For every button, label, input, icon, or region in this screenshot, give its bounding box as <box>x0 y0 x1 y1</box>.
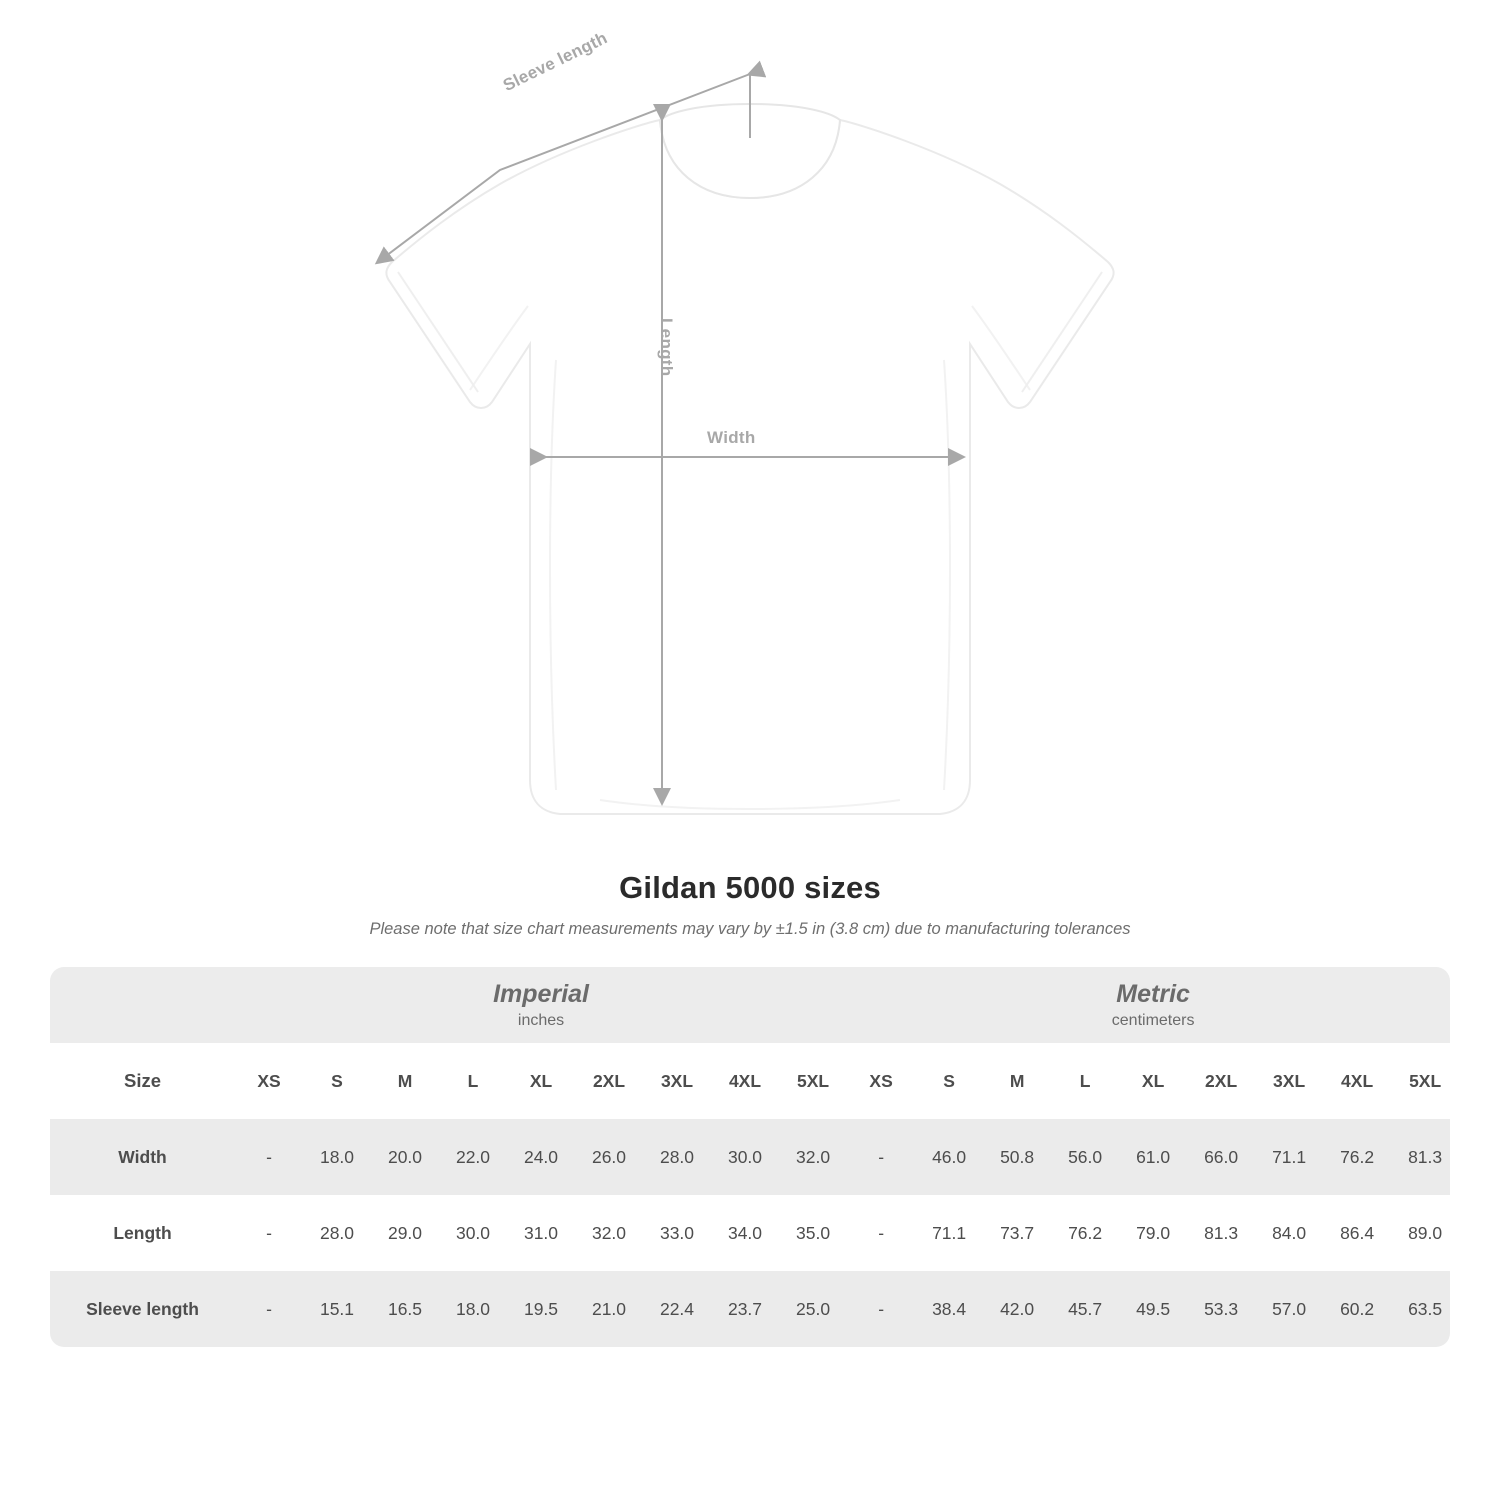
cell-length-metric-m: 73.7 <box>983 1195 1051 1271</box>
cell-sleeve-imperial-xl: 19.5 <box>507 1271 575 1347</box>
size-header-metric-l: L <box>1051 1043 1119 1119</box>
cell-width-metric-2xl: 66.0 <box>1187 1119 1255 1195</box>
cell-length-imperial-l: 30.0 <box>439 1195 507 1271</box>
unit-header-row <box>50 967 1450 1043</box>
cell-width-imperial-xl: 24.0 <box>507 1119 575 1195</box>
cell-sleeve-metric-5xl: 63.5 <box>1391 1271 1450 1347</box>
cell-length-imperial-xs: - <box>235 1195 303 1271</box>
cell-sleeve-imperial-4xl: 23.7 <box>711 1271 779 1347</box>
cell-sleeve-metric-xl: 49.5 <box>1119 1271 1187 1347</box>
table-row <box>50 1271 1450 1347</box>
table-row <box>50 1119 1450 1195</box>
row-label-sleeve-length: Sleeve length <box>50 1271 235 1347</box>
size-table <box>50 967 1450 1347</box>
unit-imperial-name: Imperial <box>493 979 589 1008</box>
cell-width-imperial-l: 22.0 <box>439 1119 507 1195</box>
unit-metric-name: Metric <box>1116 979 1190 1008</box>
size-header-metric-s: S <box>915 1043 983 1119</box>
cell-sleeve-metric-3xl: 57.0 <box>1255 1271 1323 1347</box>
tolerance-note: Please note that size chart measurements may vary by ±1.5 in (3.8 cm) due to manufacturing tolerances <box>369 920 1131 938</box>
cell-sleeve-imperial-3xl: 22.4 <box>643 1271 711 1347</box>
cell-length-metric-l: 76.2 <box>1051 1195 1119 1271</box>
length-label: Length <box>657 318 676 377</box>
cell-width-imperial-4xl: 30.0 <box>711 1119 779 1195</box>
size-table-wrapper <box>50 967 1450 1347</box>
cell-length-imperial-5xl: 35.0 <box>779 1195 847 1271</box>
cell-width-imperial-s: 18.0 <box>303 1119 371 1195</box>
size-header-imperial-m: M <box>371 1043 439 1119</box>
title-block <box>0 870 1500 939</box>
cell-length-metric-5xl: 89.0 <box>1391 1195 1450 1271</box>
width-label: Width <box>707 428 756 447</box>
size-header-metric-2xl: 2XL <box>1187 1043 1255 1119</box>
cell-length-metric-4xl: 86.4 <box>1323 1195 1391 1271</box>
cell-width-metric-4xl: 76.2 <box>1323 1119 1391 1195</box>
cell-sleeve-imperial-s: 15.1 <box>303 1271 371 1347</box>
cell-width-metric-m: 50.8 <box>983 1119 1051 1195</box>
cell-sleeve-metric-s: 38.4 <box>915 1271 983 1347</box>
unit-header-spacer <box>50 967 235 1043</box>
cell-sleeve-metric-l: 45.7 <box>1051 1271 1119 1347</box>
cell-width-metric-xl: 61.0 <box>1119 1119 1187 1195</box>
size-header-imperial-s: S <box>303 1043 371 1119</box>
cell-sleeve-metric-m: 42.0 <box>983 1271 1051 1347</box>
size-header-imperial-3xl: 3XL <box>643 1043 711 1119</box>
cell-width-imperial-m: 20.0 <box>371 1119 439 1195</box>
unit-metric-cell <box>847 967 1450 1043</box>
cell-width-metric-s: 46.0 <box>915 1119 983 1195</box>
cell-sleeve-imperial-5xl: 25.0 <box>779 1271 847 1347</box>
cell-sleeve-metric-4xl: 60.2 <box>1323 1271 1391 1347</box>
cell-width-metric-5xl: 81.3 <box>1391 1119 1450 1195</box>
size-header-imperial-4xl: 4XL <box>711 1043 779 1119</box>
unit-imperial-sub: inches <box>517 1012 565 1030</box>
row-label-length: Length <box>50 1195 235 1271</box>
size-header-imperial-xl: XL <box>507 1043 575 1119</box>
size-header-metric-5xl: 5XL <box>1391 1043 1450 1119</box>
cell-length-metric-2xl: 81.3 <box>1187 1195 1255 1271</box>
table-row <box>50 1195 1450 1271</box>
unit-metric-sub: centimeters <box>1111 1012 1195 1030</box>
size-header-metric-3xl: 3XL <box>1255 1043 1323 1119</box>
size-header-label: Size <box>50 1043 235 1119</box>
size-header-imperial-2xl: 2XL <box>575 1043 643 1119</box>
size-header-imperial-5xl: 5XL <box>779 1043 847 1119</box>
cell-length-metric-s: 71.1 <box>915 1195 983 1271</box>
cell-width-imperial-5xl: 32.0 <box>779 1119 847 1195</box>
cell-length-metric-xl: 79.0 <box>1119 1195 1187 1271</box>
size-header-imperial-xs: XS <box>235 1043 303 1119</box>
cell-sleeve-imperial-l: 18.0 <box>439 1271 507 1347</box>
cell-width-imperial-xs: - <box>235 1119 303 1195</box>
sleeve-length-label: Sleeve length <box>500 28 611 96</box>
cell-length-imperial-m: 29.0 <box>371 1195 439 1271</box>
row-label-width: Width <box>50 1119 235 1195</box>
cell-width-imperial-3xl: 28.0 <box>643 1119 711 1195</box>
cell-length-imperial-3xl: 33.0 <box>643 1195 711 1271</box>
cell-length-imperial-2xl: 32.0 <box>575 1195 643 1271</box>
size-header-metric-xl: XL <box>1119 1043 1187 1119</box>
size-header-metric-xs: XS <box>847 1043 915 1119</box>
cell-sleeve-imperial-2xl: 21.0 <box>575 1271 643 1347</box>
cell-sleeve-imperial-xs: - <box>235 1271 303 1347</box>
cell-width-metric-3xl: 71.1 <box>1255 1119 1323 1195</box>
cell-width-metric-l: 56.0 <box>1051 1119 1119 1195</box>
cell-width-imperial-2xl: 26.0 <box>575 1119 643 1195</box>
unit-imperial-cell <box>235 967 847 1043</box>
cell-width-metric-xs: - <box>847 1119 915 1195</box>
cell-length-metric-xs: - <box>847 1195 915 1271</box>
cell-length-metric-3xl: 84.0 <box>1255 1195 1323 1271</box>
cell-sleeve-metric-xs: - <box>847 1271 915 1347</box>
size-header-row <box>50 1043 1450 1119</box>
size-header-metric-4xl: 4XL <box>1323 1043 1391 1119</box>
size-header-imperial-l: L <box>439 1043 507 1119</box>
cell-length-imperial-4xl: 34.0 <box>711 1195 779 1271</box>
cell-length-imperial-xl: 31.0 <box>507 1195 575 1271</box>
cell-sleeve-metric-2xl: 53.3 <box>1187 1271 1255 1347</box>
page-title: Gildan 5000 sizes <box>619 870 881 905</box>
cell-sleeve-imperial-m: 16.5 <box>371 1271 439 1347</box>
cell-length-imperial-s: 28.0 <box>303 1195 371 1271</box>
size-header-metric-m: M <box>983 1043 1051 1119</box>
